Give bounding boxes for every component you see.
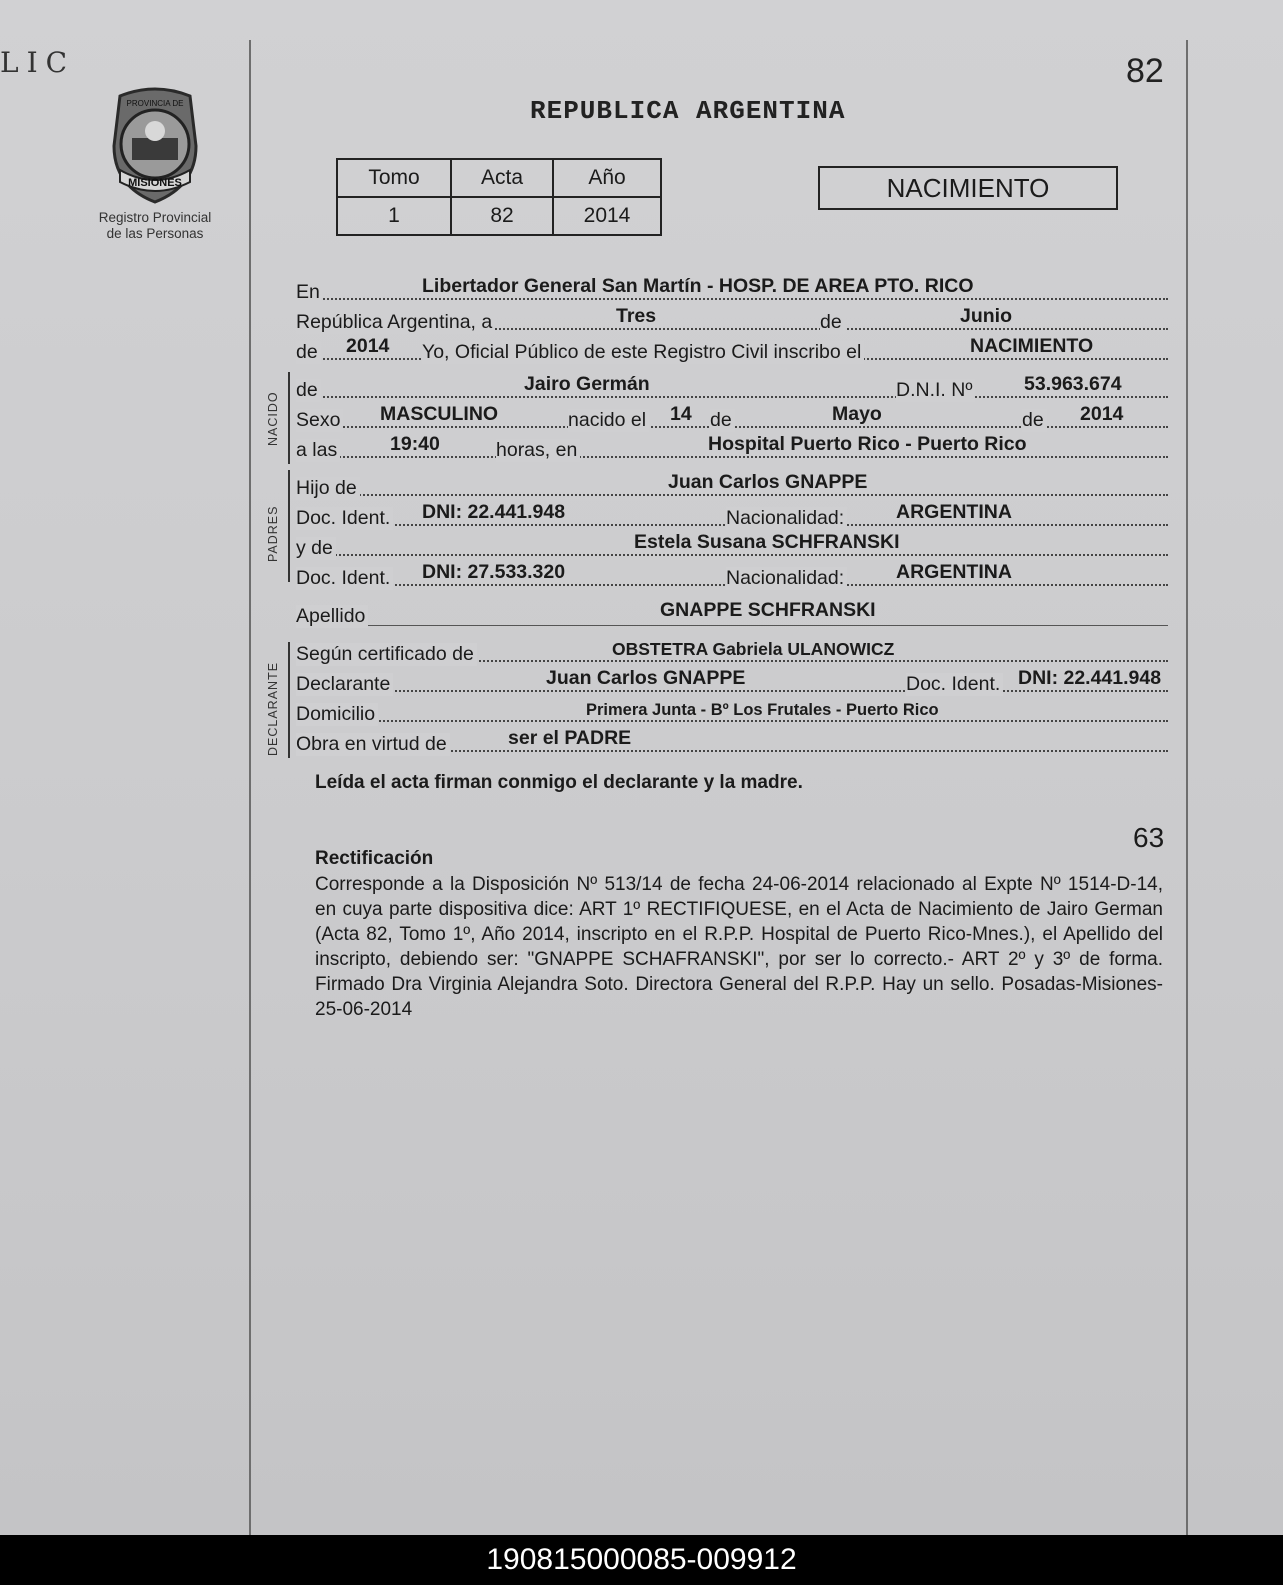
rectification-body: Corresponde a la Disposición Nº 513/14 de fecha 24-06-2014 relacionado al Expte Nº 1514-D-14, en cuya parte dispositiva dice: ART 1º RECTIFIQUESE, en el Acta de Nacimiento de Jairo German (Acta 82, Tomo 1º, Año 2014, inscripto en el R.P.P. Hospital de Puerto Rico-Mnes.), el Apellido del inscripto, debiendo ser: "GNAPPE SCHAFRANSKI", por ser lo correcto.- ART 2º y 3º de forma. Firmado Dra Virginia Alejandra Soto. Directora General del R.P.P. Hay un sello. Posadas-Misiones- 25-06-2014	[315, 874, 1163, 1020]
surname-label: Apellido	[296, 605, 368, 628]
time-label: a las	[296, 439, 340, 462]
value-ano: 2014	[553, 197, 661, 235]
declarant-doc-label: Doc. Ident.	[906, 673, 1003, 696]
logo-band-text: MISIONES	[128, 177, 182, 189]
header-ano: Año	[553, 159, 661, 197]
de-label-3: de	[296, 379, 321, 402]
born-label: nacido el	[568, 409, 649, 432]
birth-time: 19:40	[390, 433, 440, 455]
mother-name: Estela Susana SCHFRANSKI	[634, 531, 900, 553]
record-type-box: NACIMIENTO	[818, 166, 1118, 210]
footer-code: 190815000085-009912	[0, 1535, 1283, 1585]
mother-nat: ARGENTINA	[896, 561, 1012, 583]
section-nacido-bar	[288, 372, 290, 464]
row-child	[296, 372, 1168, 402]
section-nacido: NACIDO	[266, 391, 280, 446]
header-tomo: Tomo	[337, 159, 451, 197]
section-padres-bar	[288, 470, 290, 582]
value-acta: 82	[451, 197, 553, 235]
birth-month: Mayo	[832, 403, 882, 425]
country-label: República Argentina, a	[296, 311, 495, 334]
section-padres: PADRES	[266, 505, 280, 562]
record-table	[336, 158, 662, 236]
declarant-value: Juan Carlos GNAPPE	[546, 667, 746, 689]
row-address	[296, 696, 1168, 726]
capacity-value: ser el PADRE	[508, 727, 632, 749]
birth-year: 2014	[1080, 403, 1124, 425]
certificate-value: OBSTETRA Gabriela ULANOWICZ	[612, 639, 895, 659]
rectification-heading: Rectificación	[315, 848, 434, 869]
father-nat-label: Nacionalidad:	[726, 507, 847, 530]
section-declarante: DECLARANTE	[266, 661, 280, 756]
child-dni: 53.963.674	[1024, 373, 1122, 395]
header-acta: Acta	[451, 159, 553, 197]
row-sex	[296, 402, 1168, 432]
provincial-seal-logo	[100, 86, 210, 206]
value-tomo: 1	[337, 197, 451, 235]
capacity-label: Obra en virtud de	[296, 733, 450, 756]
father-doc-label: Doc. Ident.	[296, 507, 393, 530]
birth-de-label: de	[710, 409, 735, 432]
logo-caption-line1: Registro Provincial	[98, 210, 212, 225]
month-value: Junio	[960, 305, 1012, 327]
officer-text: Yo, Oficial Público de este Registro Civil inscribo el	[422, 341, 864, 364]
certificate-label: Según certificado de	[296, 643, 477, 666]
address-label: Domicilio	[296, 703, 378, 726]
place-label: En	[296, 281, 323, 304]
year-value: 2014	[346, 335, 390, 357]
left-margin-line	[249, 40, 251, 1535]
surname-value: GNAPPE SCHFRANSKI	[660, 599, 876, 621]
section-declarante-bar	[288, 642, 290, 758]
father-name: Juan Carlos GNAPPE	[668, 471, 868, 493]
act-type-value: NACIMIENTO	[970, 335, 1094, 357]
right-margin-line	[1186, 40, 1188, 1535]
closing-statement: Leída el acta firman conmigo el declarante y la madre.	[315, 772, 803, 793]
logo-caption-line2: de las Personas	[106, 226, 204, 241]
mother-doc: DNI: 27.533.320	[422, 561, 566, 583]
document-title: REPUBLICA ARGENTINA	[530, 96, 846, 126]
declarant-doc: DNI: 22.441.948	[1018, 667, 1162, 689]
sex-value: MASCULINO	[380, 403, 499, 425]
row-mother	[296, 530, 1168, 560]
place-value: Libertador General San Martín - HOSP. DE AREA PTO. RICO	[422, 275, 974, 297]
birth-day: 14	[670, 403, 692, 425]
father-doc: DNI: 22.441.948	[422, 501, 566, 523]
hours-label: horas, en	[496, 439, 580, 462]
row-date	[296, 304, 1168, 334]
row-place	[296, 274, 1168, 304]
mother-doc-label: Doc. Ident.	[296, 567, 393, 590]
page-number: 82	[1126, 52, 1164, 90]
dni-label: D.N.I. Nº	[896, 379, 975, 402]
row-father-doc	[296, 500, 1168, 530]
de-label-2: de	[296, 341, 321, 364]
logo-arc-text: PROVINCIA DE	[126, 99, 184, 108]
sex-label: Sexo	[296, 409, 343, 432]
father-nat: ARGENTINA	[896, 501, 1012, 523]
row-capacity	[296, 726, 1168, 756]
address-value: Primera Junta - Bº Los Frutales - Puerto Rico	[586, 701, 939, 719]
row-declarant	[296, 666, 1168, 696]
declarant-label: Declarante	[296, 673, 393, 696]
son-of-label: Hijo de	[296, 477, 360, 500]
de-label-1: de	[820, 311, 845, 334]
birth-place: Hospital Puerto Rico - Puerto Rico	[708, 433, 1027, 455]
row-mother-doc	[296, 560, 1168, 590]
corner-text: LIC	[0, 46, 76, 79]
child-name: Jairo Germán	[524, 373, 650, 395]
day-value: Tres	[616, 305, 657, 327]
row-year	[296, 334, 1168, 364]
row-time	[296, 432, 1168, 462]
rectification-number: 63	[1133, 822, 1165, 853]
birth-de-label-2: de	[1022, 409, 1047, 432]
and-of-label: y de	[296, 537, 336, 560]
row-father	[296, 470, 1168, 500]
row-surname	[296, 598, 1168, 628]
row-certificate	[296, 636, 1168, 666]
mother-nat-label: Nacionalidad:	[726, 567, 847, 590]
logo-caption	[80, 210, 230, 242]
